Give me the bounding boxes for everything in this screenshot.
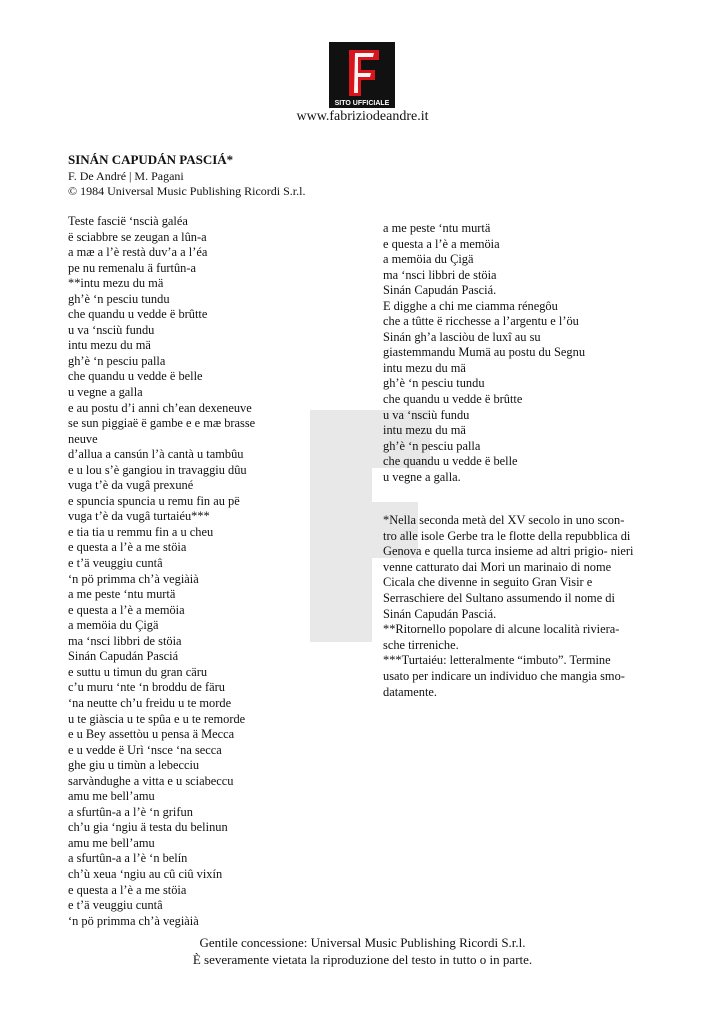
song-title: SINÁN CAPUDÁN PASCIÁ* [68, 152, 234, 167]
lyric-line: sarvàndughe a vitta e u sciabeccu [68, 773, 234, 788]
lyric-line: gh’è ‘n pesciu tundu [68, 291, 170, 306]
footnote-line: venne catturato dai Mori un marinaio di nome [383, 559, 612, 574]
lyric-line: Sinán Capudán Pasciá. [383, 283, 497, 298]
footnotes [383, 513, 663, 700]
lyric-line: d’allua a cansún l’à cantà u tambûu [68, 447, 244, 462]
lyric-line: a memöia du Çigä [68, 618, 159, 633]
logo-caption: SITO UFFICIALE [334, 100, 390, 107]
lyric-line: e spuncia spuncia u remu fin au pë [68, 493, 240, 508]
lyric-line: c’u muru ‘nte ‘n broddu de färu [68, 680, 225, 695]
lyric-line: e questa a l’è a me stöia [68, 540, 187, 555]
lyric-line: u te giàscia u te spûa e u te remorde [68, 711, 246, 726]
footer-notice: È severamente vietata la riproduzione del testo in tutto o in parte. [192, 952, 533, 967]
lyric-line: e suttu u timun du gran cäru [68, 664, 208, 679]
footnote-line: *Nella seconda metà del XV secolo in uno scon- [383, 513, 625, 527]
lyric-line: se sun piggiaë ë gambe e e mæ brasse [68, 416, 256, 431]
lyric-line: vuga t’è da vugâ turtaiéu*** [68, 509, 210, 524]
lyric-line: neuve [68, 431, 98, 446]
footnote-line: ***Turtaiéu: letteralmente “imbuto”. Termine [383, 653, 611, 668]
f-logo-icon [329, 42, 395, 108]
lyric-line: u vegne a galla. [383, 469, 461, 484]
lyric-line: e questa a l’è a memöia [68, 602, 185, 617]
lyric-line: u vegne a galla [68, 385, 143, 400]
footnote-line: Cicala che divenne in seguito Gran Visir e [383, 575, 593, 590]
site-logo [329, 42, 395, 108]
lyric-line: a me peste ‘ntu murtä [68, 587, 176, 602]
lyric-line: Sinán gh’a lasciòu de luxî au su [383, 329, 541, 344]
lyric-line: a mæ a l’è restà duv’a a l’éa [68, 245, 208, 260]
page-footer [0, 934, 725, 968]
lyric-line: ma ‘nsci libbri de stöia [68, 633, 182, 648]
lyric-line: pe nu remenalu ä furtûn-a [68, 260, 196, 275]
footnote-line: tro alle isole Gerbe tra le flotte della repubblica di [383, 528, 631, 543]
lyric-line: ‘n pö primma ch’à vegiàià [68, 913, 199, 928]
lyric-line: ‘n pö primma ch’à vegiàià [68, 571, 199, 586]
lyric-line: a me peste ‘ntu murtä [383, 221, 491, 235]
lyric-line: intu mezu du mä [68, 338, 151, 353]
lyric-line: a sfurtûn-a a l’è ‘n grifun [68, 804, 193, 819]
lyric-line: ‘na neutte ch’u freidu u te morde [68, 695, 232, 710]
lyric-line: ë sciabbre se zeugan a lûn-a [68, 229, 207, 244]
footnote-line: Genova e quella turca insieme ad altri prigio- nieri [383, 544, 634, 559]
lyric-line: e t’ä veuggiu cuntâ [68, 556, 163, 571]
song-authors: F. De André | M. Pagani [68, 169, 184, 183]
lyrics-right-column [383, 221, 663, 485]
lyric-line: gh’è ‘n pesciu palla [383, 438, 481, 453]
footer-license: Gentile concessione: Universal Music Publishing Ricordi S.r.l. [199, 935, 526, 950]
lyric-line: e u lou s’è gangiou in travaggiu dûu [68, 462, 247, 477]
footnote-line: sche tirreniche. [383, 637, 459, 652]
footnote-line: datamente. [383, 684, 438, 699]
lyric-line: che quandu u vedde ë brûtte [68, 307, 208, 322]
lyric-line: intu mezu du mä [383, 360, 466, 375]
lyric-line: vuga t’è da vugâ prexuné [68, 478, 194, 493]
lyric-line: ch’ù xeua ‘ngiu au cû ciû vixín [68, 866, 223, 881]
lyric-line: a memöia du Çigä [383, 252, 474, 267]
lyric-line: a sfurtûn-a a l’è ‘n belín [68, 851, 188, 866]
song-header [68, 152, 305, 199]
footnote-line: usato per indicare un individuo che mangia smo- [383, 668, 625, 683]
lyric-line: amu me bell’amu [68, 789, 155, 804]
footnote-line: Sinán Capudán Pasciá. [383, 606, 497, 621]
lyric-line: ma ‘nsci libbri de stöia [383, 267, 497, 282]
lyric-line: **intu mezu du mä [68, 276, 164, 291]
lyric-line: ch’u gia ‘ngiu ä testa du belinun [68, 820, 228, 835]
lyric-line: Sinán Capudán Pasciá [68, 649, 179, 664]
lyric-line: e u vedde ë Urì ‘nsce ‘na secca [68, 742, 222, 757]
lyric-line: e t’ä veuggiu cuntâ [68, 898, 163, 913]
lyric-line: u va ‘nsciù fundu [68, 322, 155, 337]
lyric-line: gh’è ‘n pesciu palla [68, 353, 166, 368]
lyric-line: E digghe a chi me ciamma rénegôu [383, 298, 558, 313]
lyric-line: e questa a l’è a memöia [383, 236, 500, 251]
lyric-line: e u Bey assettòu u pensa ä Mecca [68, 727, 235, 742]
lyric-line: e questa a l’è a me stöia [68, 882, 187, 897]
lyric-line: gh’è ‘n pesciu tundu [383, 376, 485, 391]
site-url[interactable]: www.fabriziodeandre.it [296, 109, 429, 124]
lyric-line: che quandu u vedde ë brûtte [383, 392, 523, 407]
lyric-line: Teste fascië ‘nscià galéa [68, 214, 188, 228]
lyric-line: amu me bell’amu [68, 835, 155, 850]
lyric-line: che quandu u vedde ë belle [68, 369, 203, 384]
lyric-line: e tia tia u remmu fin a u cheu [68, 524, 214, 539]
lyric-line: che quandu u vedde ë belle [383, 454, 518, 469]
footnote-line: **Ritornello popolare di alcune località riviera- [383, 622, 620, 637]
lyric-line: u va ‘nsciù fundu [383, 407, 470, 422]
lyric-line: e au postu d’i anni ch’ean dexeneuve [68, 400, 252, 415]
lyric-line: che a tûtte ë ricchesse a l’argentu e l’öu [383, 314, 579, 329]
footnote-line: Serraschiere del Sultano assumendo il nome di [383, 590, 615, 605]
lyric-line: intu mezu du mä [383, 423, 466, 438]
song-copyright: © 1984 Universal Music Publishing Ricordi S.r.l. [68, 184, 306, 198]
lyrics-left-column [68, 214, 308, 929]
lyric-line: giastemmandu Mumä au postu du Segnu [383, 345, 586, 360]
lyric-line: ghe giu u timùn a lebecciu [68, 758, 200, 773]
